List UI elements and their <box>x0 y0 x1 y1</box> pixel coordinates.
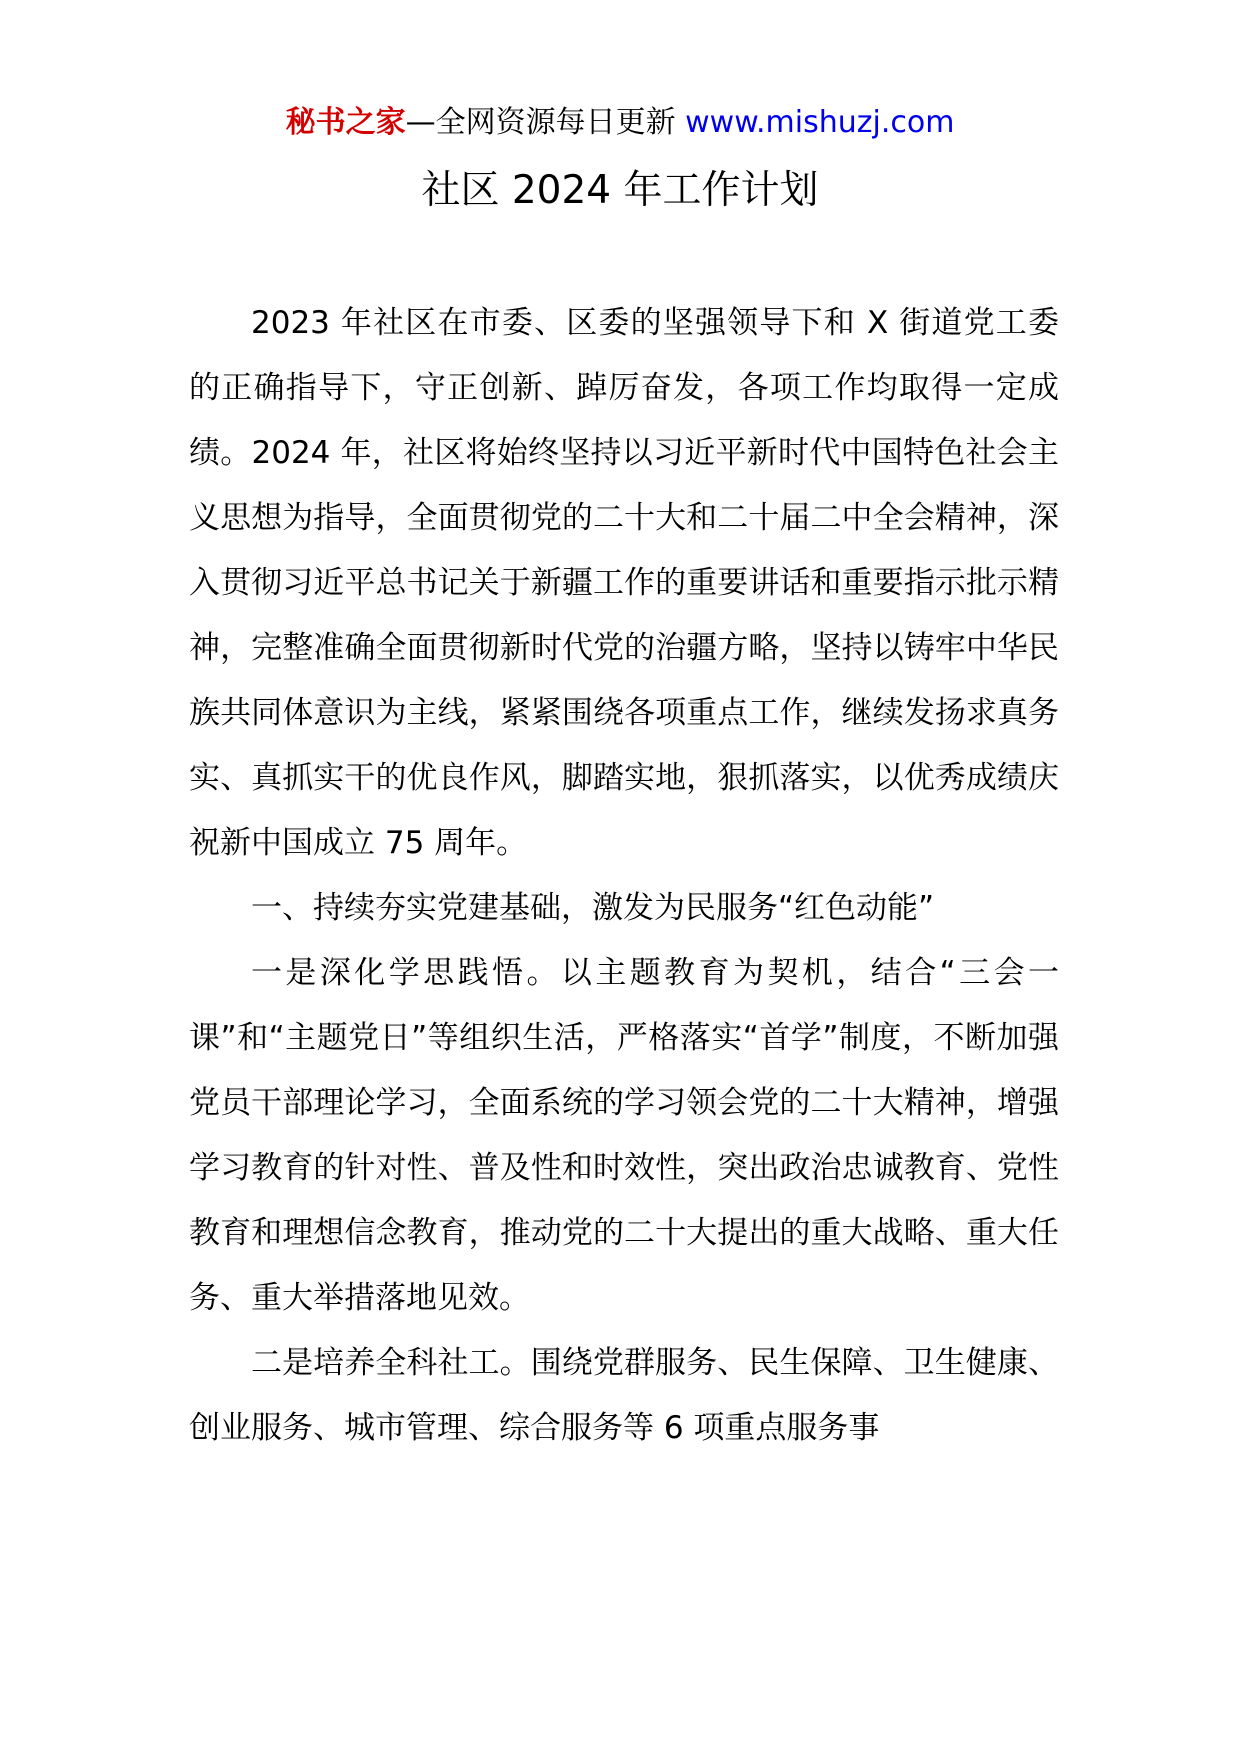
paragraph-item-1: 一是深化学思践悟。以主题教育为契机，结合“三会一课”和“主题党日”等组织生活，严格落实“首学”制度，不断加强党员干部理论学习，全面系统的学习领会党的二十大精神，增强学习教育的针对性、普及性和时效性，突出政治忠诚教育、党性教育和理想信念教育，推动党的二十大提出的重大战略、重大任务、重大举措落地见效。 <box>189 955 1059 1316</box>
document-title: 社区 2024 年工作计划 <box>421 168 819 213</box>
brand-name: 秘书之家 <box>285 105 406 140</box>
section-heading-1: 一、持续夯实党建基础，激发为民服务“红色动能” <box>251 890 935 926</box>
site-link[interactable]: www.mishuzj.com <box>685 105 955 140</box>
header-slogan: —全网资源每日更新 <box>405 105 686 140</box>
document-body <box>189 291 1059 1461</box>
intro-paragraph: 2023 年社区在市委、区委的坚强领导下和 X 街道党工委的正确指导下，守正创新、踔厉奋发，各项工作均取得一定成绩。2024 年，社区将始终坚持以习近平新时代中国特色社会主义思想为指导，全面贯彻党的二十大和二十届二中全会精神，深入贯彻习近平总书记关于新疆工作的重要讲话和重要指示批示精神，完整准确全面贯彻新时代党的治疆方略，坚持以铸牢中华民族共同体意识为主线，紧紧围绕各项重点工作，继续发扬求真务实、真抓实干的优良作风，脚踏实地，狠抓落实，以优秀成绩庆祝新中国成立 75 周年。 <box>189 305 1059 861</box>
paragraph-item-2: 二是培养全科社工。围绕党群服务、民生保障、卫生健康、创业服务、城市管理、综合服务等 6 项重点服务事 <box>189 1345 1059 1446</box>
site-header <box>0 103 1240 143</box>
